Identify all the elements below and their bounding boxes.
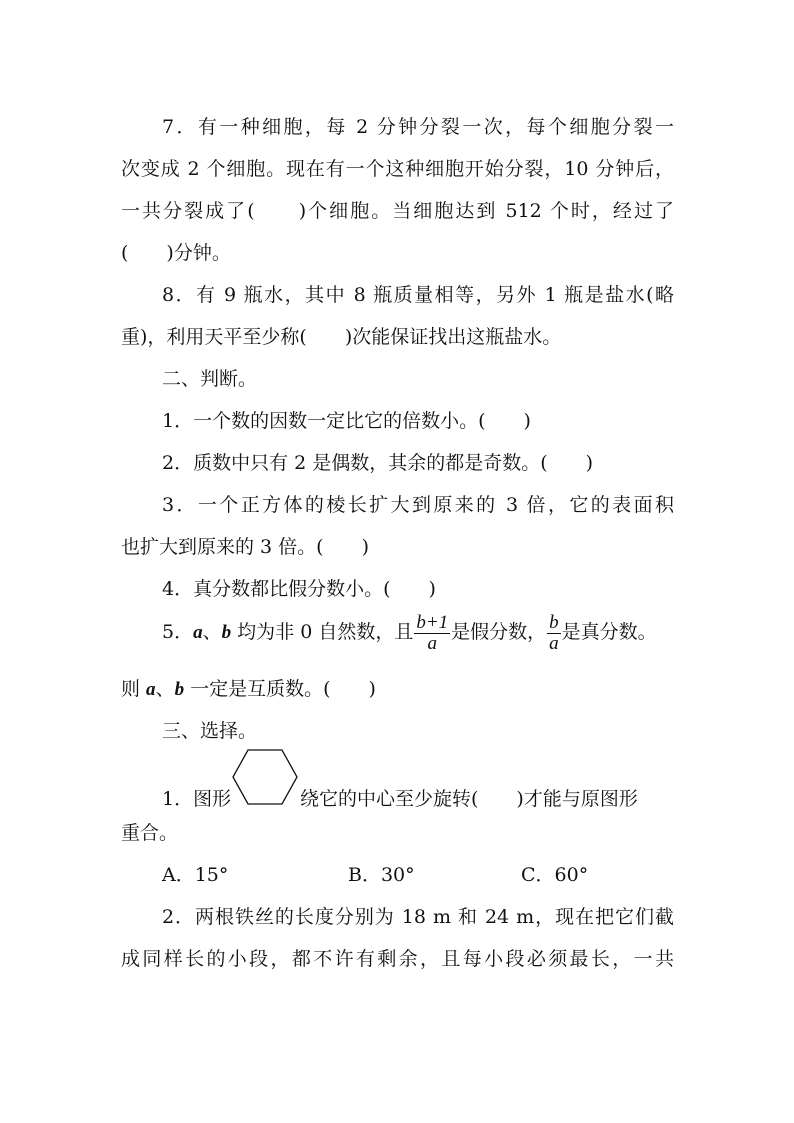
item5-text-1: 均为非 0 自然数，且: [231, 621, 414, 643]
item5-line2-sep: 、: [155, 678, 175, 700]
var-b-2: b: [174, 679, 185, 700]
judge-item-3-line-1: 3．一个正方体的棱长扩大到原来的 3 倍，它的表面积: [162, 494, 674, 516]
judge-item-4: 4．真分数都比假分数小。( ): [162, 578, 436, 600]
choice-q1-suffix: 绕它的中心至少旋转( )才能与原图形: [300, 788, 638, 810]
fraction-2-numerator: b: [549, 611, 559, 633]
judge-item-1: 1．一个数的因数一定比它的倍数小。( ): [162, 410, 531, 432]
q7-line-1: 7．有一种细胞，每 2 分钟分裂一次，每个细胞分裂一: [162, 116, 674, 138]
option-a: A．15°: [162, 864, 229, 886]
option-b: B．30°: [348, 864, 415, 886]
judge-item-3-line-2: 也扩大到原来的 3 倍。( ): [121, 536, 369, 558]
var-b: b: [221, 622, 232, 643]
item5-text-2: 是假分数，: [451, 621, 547, 643]
option-c: C．60°: [521, 864, 589, 886]
q7-line-3: 一共分裂成了( )个细胞。当细胞达到 512 个时，经过了: [121, 200, 674, 222]
item5-sep: 、: [202, 621, 222, 643]
var-a-2: a: [146, 679, 156, 700]
fraction-2-denominator: a: [549, 632, 559, 654]
section-3-title: 三、选择。: [162, 720, 258, 742]
choice-q2-line-2: 成同样长的小段，都不许有剩余，且每小段必须最长，一共: [121, 948, 674, 970]
item5-line2-suffix: 一定是互质数。( ): [184, 678, 376, 700]
hexagon-figure: [232, 749, 298, 805]
q7-line-4: ( )分钟。: [121, 242, 231, 264]
fraction-b-plus-1-over-a: [414, 613, 450, 654]
q7-line-2: 次变成 2 个细胞。现在有一个这种细胞开始分裂，10 分钟后，: [121, 158, 674, 180]
choice-q1-prefix: 1．图形: [162, 788, 232, 810]
item5-number: 5．: [162, 621, 194, 643]
item5-text-3: 是真分数。: [561, 621, 657, 643]
item5-line2-prefix: 则: [121, 678, 147, 700]
var-a: a: [193, 622, 203, 643]
choice-q1-line-2: 重合。: [121, 822, 179, 844]
fraction-1-numerator: b+1: [416, 611, 449, 633]
judge-item-5-line-2: [121, 676, 376, 703]
choice-q2-line-1: 2．两根铁丝的长度分别为 18 m 和 24 m，现在把它们截: [162, 906, 674, 928]
judge-item-5-line-1: [162, 612, 657, 654]
judge-item-2: 2．质数中只有 2 是偶数，其余的都是奇数。( ): [162, 452, 594, 474]
q8-line-2: 重)，利用天平至少称( )次能保证找出这瓶盐水。: [121, 326, 562, 348]
q8-line-1: 8．有 9 瓶水，其中 8 瓶质量相等，另外 1 瓶是盐水(略: [162, 284, 674, 306]
section-2-title: 二、判断。: [162, 368, 258, 390]
fraction-1-denominator: a: [427, 632, 437, 654]
fraction-b-over-a: [547, 613, 561, 654]
